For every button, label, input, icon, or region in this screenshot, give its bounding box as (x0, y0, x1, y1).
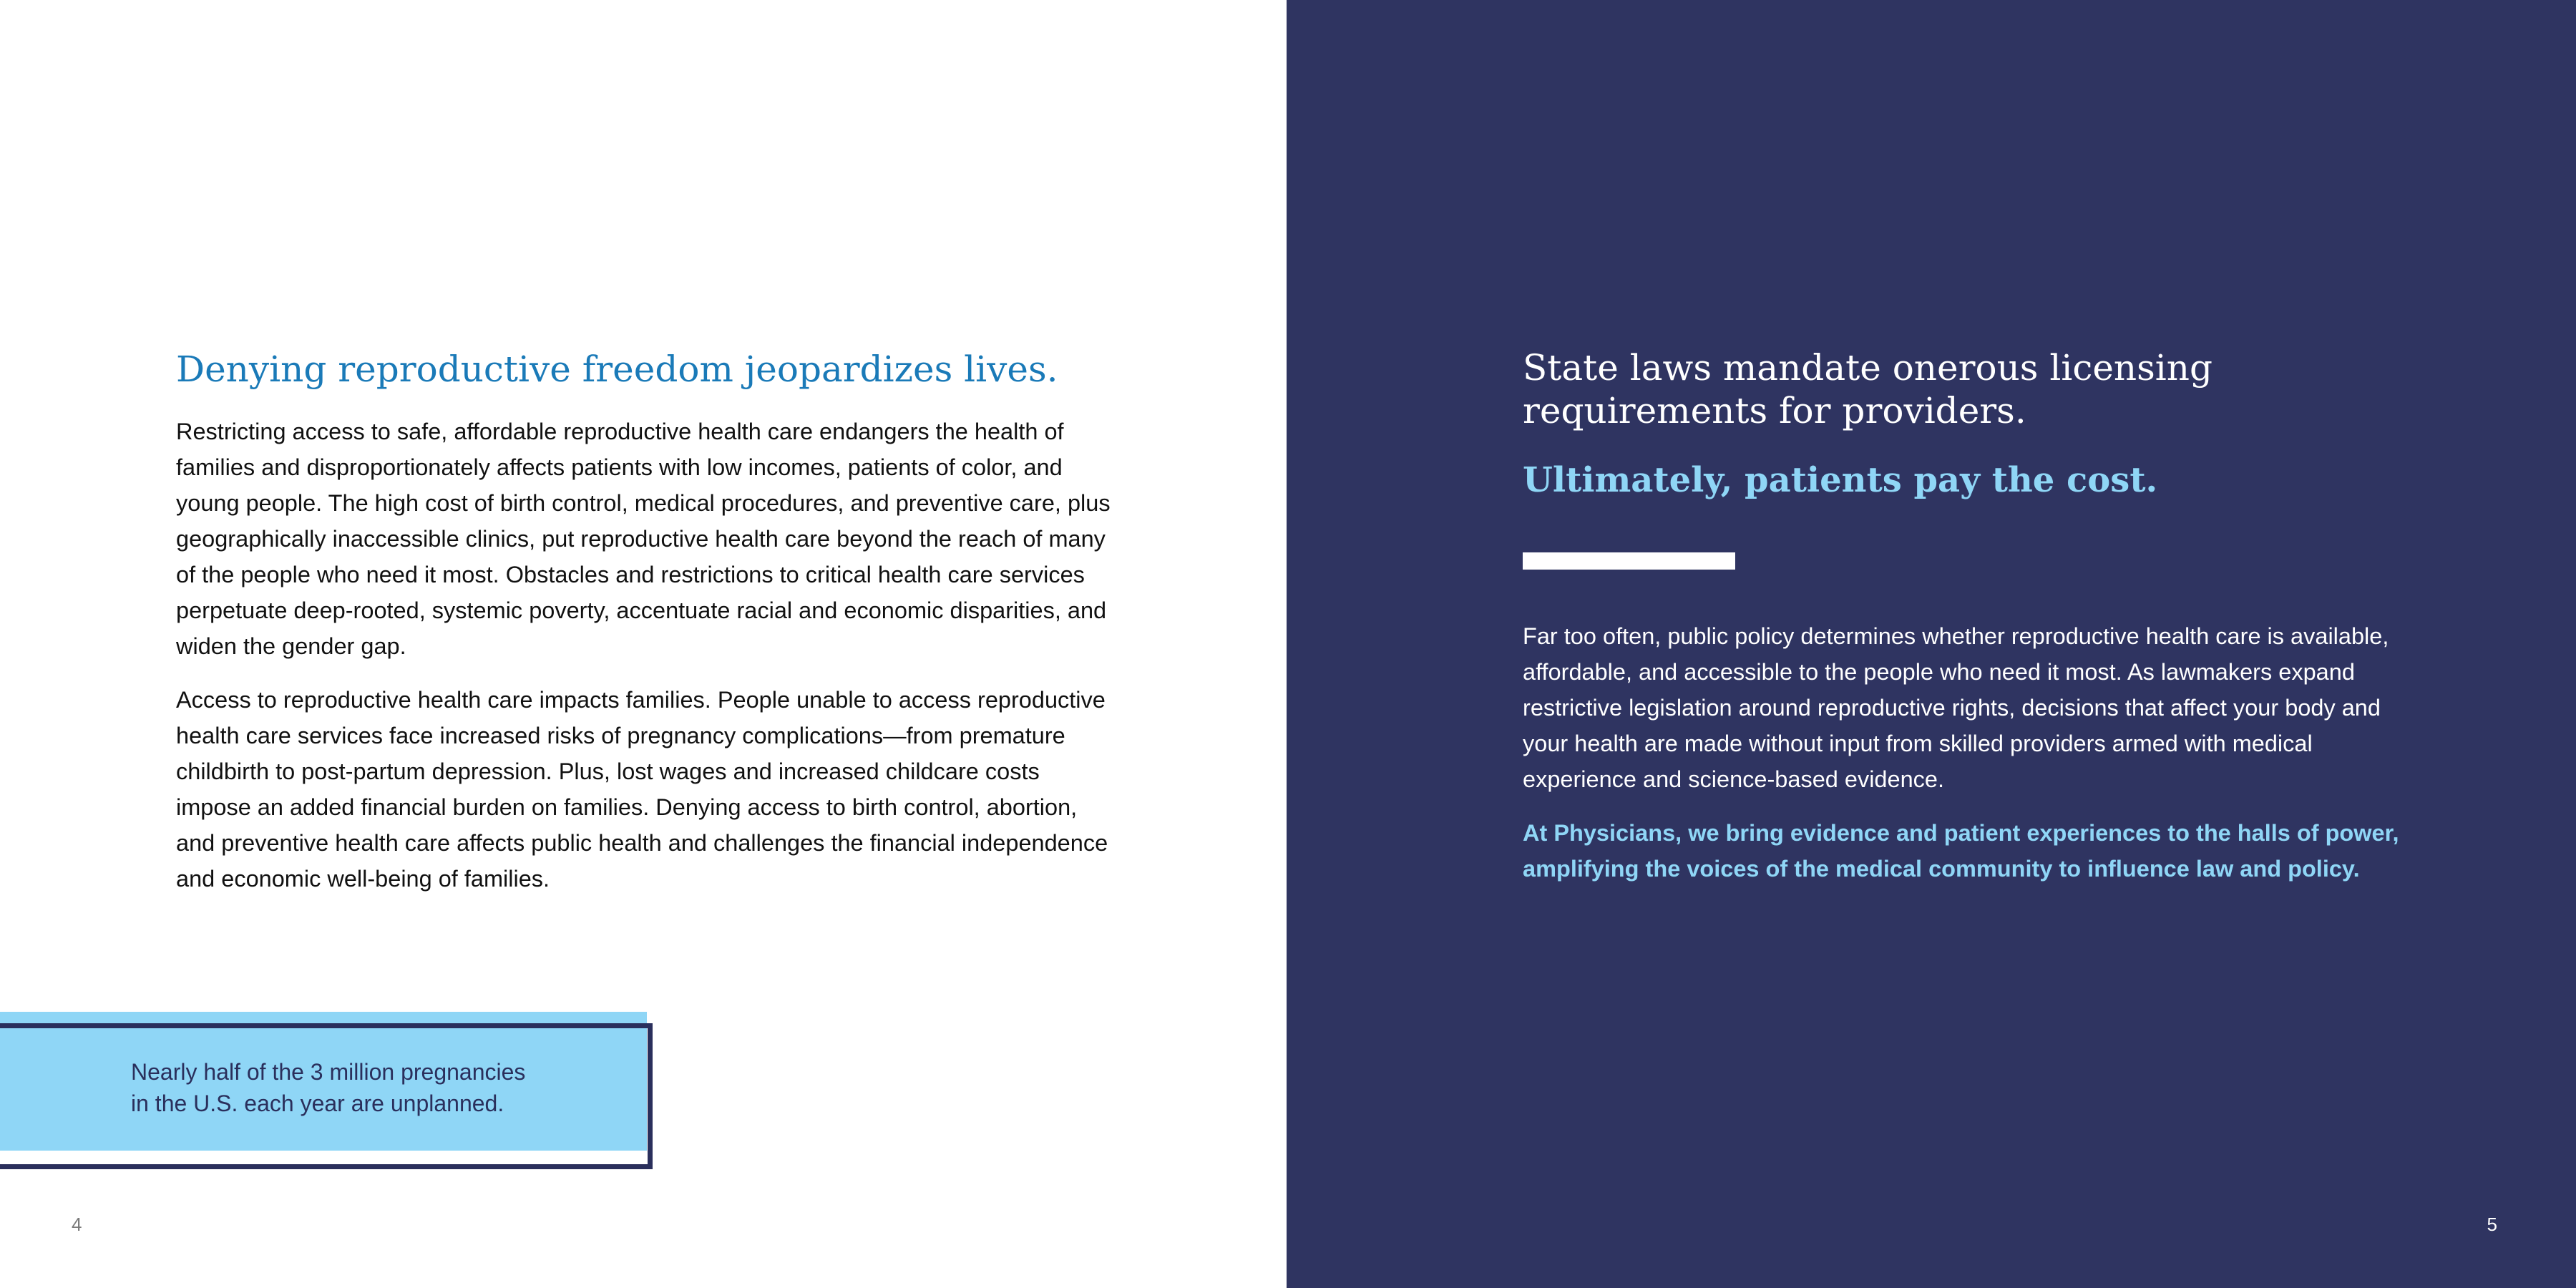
left-page-body (176, 414, 1121, 914)
right-page-heading (1523, 346, 2310, 432)
right-page-body (1523, 618, 2424, 904)
left-page (0, 0, 1287, 1288)
left-page-heading: Denying reproductive freedom jeopardizes lives. (176, 348, 1058, 390)
right-page (1287, 0, 2576, 1288)
page-number-right: 5 (2487, 1214, 2497, 1235)
callout-line-2: in the U.S. each year are unplanned. (131, 1091, 504, 1116)
page-number-left: 4 (72, 1214, 82, 1235)
callout-line-1: Nearly half of the 3 million pregnancies (131, 1059, 526, 1085)
right-paragraph-1: Far too often, public policy determines whether reproductive health care is available, affordable, and accessible to the people who need it most. As lawmakers expand restrictive legislation around reproductive rights, decisions that affect your body and your health are made without input from skilled providers armed with medical experience and science-based evidence. (1523, 623, 2389, 792)
left-paragraph-1: Restricting access to safe, affordable reproductive health care endangers the health of families and disproportionately affects patients with low incomes, patients of color, and young people. The high cost of birth control, medical procedures, and preventive care, plus geographically inaccessible clinics, put reproductive health care beyond the reach of many of the people who need it most. Obstacles and restrictions to critical health care services perpetuate deep-rooted, systemic poverty, accentuate racial and economic disparities, and widen the gender gap. (176, 419, 1111, 659)
right-page-subheading: Ultimately, patients pay the cost. (1523, 460, 2158, 500)
callout-text (131, 1056, 632, 1119)
right-heading-line-1: State laws mandate onerous licensing (1523, 347, 2212, 389)
left-paragraph-2: Access to reproductive health care impacts families. People unable to access reproductive health care services face increased risks of pregnancy complications—from premature childbirth to post-partum depression. Plus, lost wages and increased childcare costs impose an added financial burden on families. Denying access to birth control, abortion, and preventive health care affects public health and challenges the financial independence and economic well-being of families. (176, 687, 1108, 892)
right-heading-line-2: requirements for providers. (1523, 390, 2026, 431)
right-accent-paragraph: At Physicians, we bring evidence and patient experiences to the halls of power, amplifying the voices of the medical community to influence law and policy. (1523, 820, 2399, 882)
divider-bar (1523, 552, 1735, 570)
